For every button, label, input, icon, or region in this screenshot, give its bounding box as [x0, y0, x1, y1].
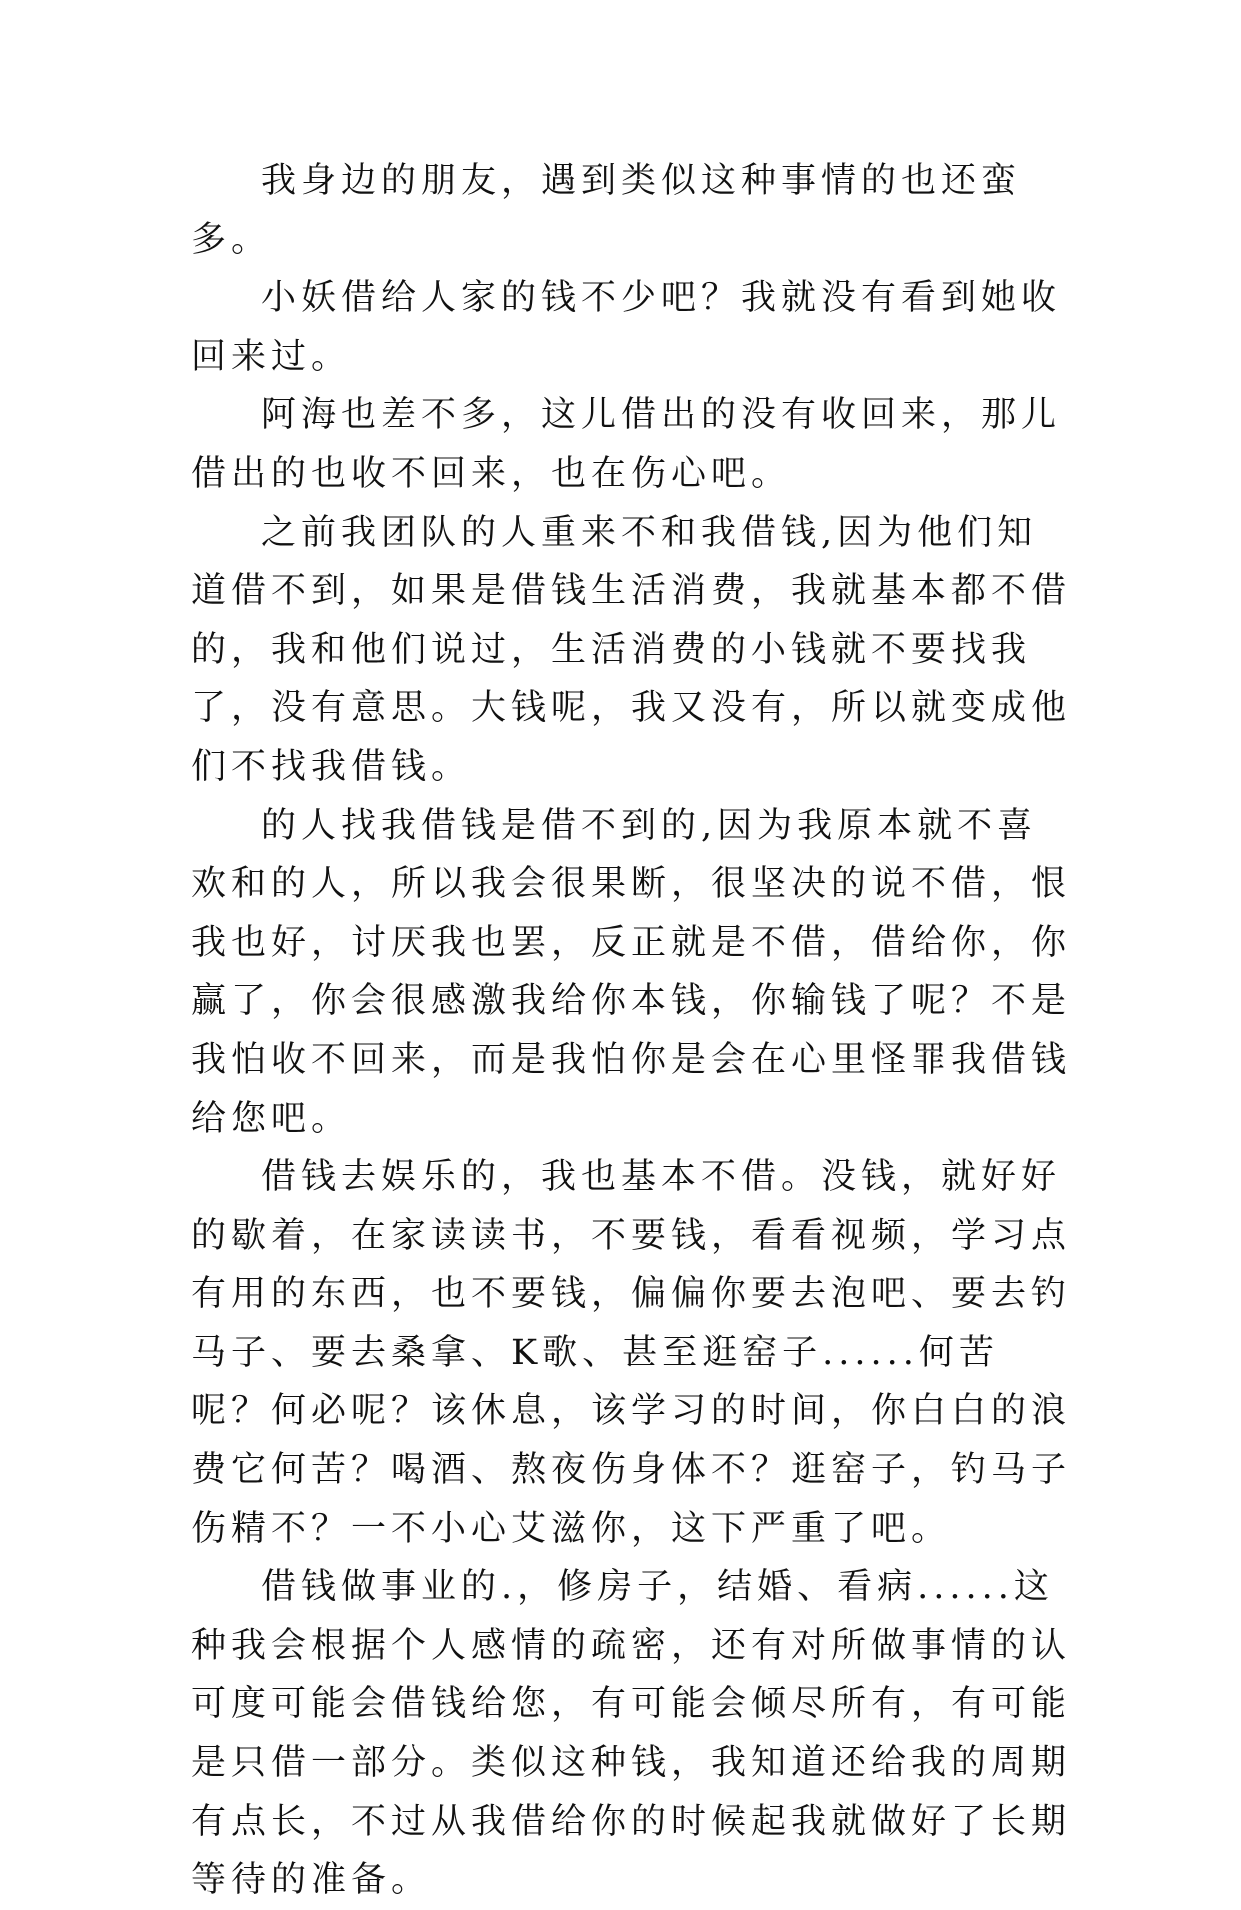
paragraph-2: 小妖借给人家的钱不少吧？我就没有看到她收回来过。 — [191, 278, 1062, 377]
paragraph-4: 之前我团队的人重来不和我借钱,因为他们知道借不到，如果是借钱生活消费，我就基本都不借的，我和他们说过，生活消费的小钱就不要找我了，没有意思。大钱呢，我又没有，所以就变成他们不找我借钱。 — [191, 512, 1072, 787]
paragraph-5: 的人找我借钱是借不到的,因为我原本就不喜欢和的人，所以我会很果断，很坚决的说不借，恨我也好，讨厌我也罢，反正就是不借，借给你，你赢了，你会很感激我给你本钱，你输钱了呢？不是我怕收不回来，而是我怕你是会在心里怪罪我借钱给您吧。 — [191, 805, 1072, 1139]
paragraph-1: 我身边的朋友，遇到类似这种事情的也还蛮多。 — [191, 161, 1022, 260]
document-body — [191, 152, 1071, 1910]
paragraph-6: 借钱去娱乐的，我也基本不借。没钱，就好好的歇着，在家读读书，不要钱，看看视频，学习点有用的东西，也不要钱，偏偏你要去泡吧、要去钓马子、要去桑拿、K歌、甚至逛窑子......何苦呢？何必呢？该休息，该学习的时间，你白白的浪费它何苦？喝酒、熬夜伤身体不？逛窑子，钓马子伤精不？一不小心艾滋你，这下严重了吧。 — [191, 1157, 1072, 1549]
paragraph-3: 阿海也差不多，这儿借出的没有收回来，那儿借出的也收不回来，也在伤心吧。 — [191, 395, 1062, 494]
paragraph-7: 借钱做事业的.，修房子，结婚、看病......这种我会根据个人感情的疏密，还有对所做事情的认可度可能会借钱给您，有可能会倾尽所有，有可能是只借一部分。类似这种钱，我知道还给我的周期有点长，不过从我借给你的时候起我就做好了长期等待的准备。 — [191, 1567, 1072, 1901]
